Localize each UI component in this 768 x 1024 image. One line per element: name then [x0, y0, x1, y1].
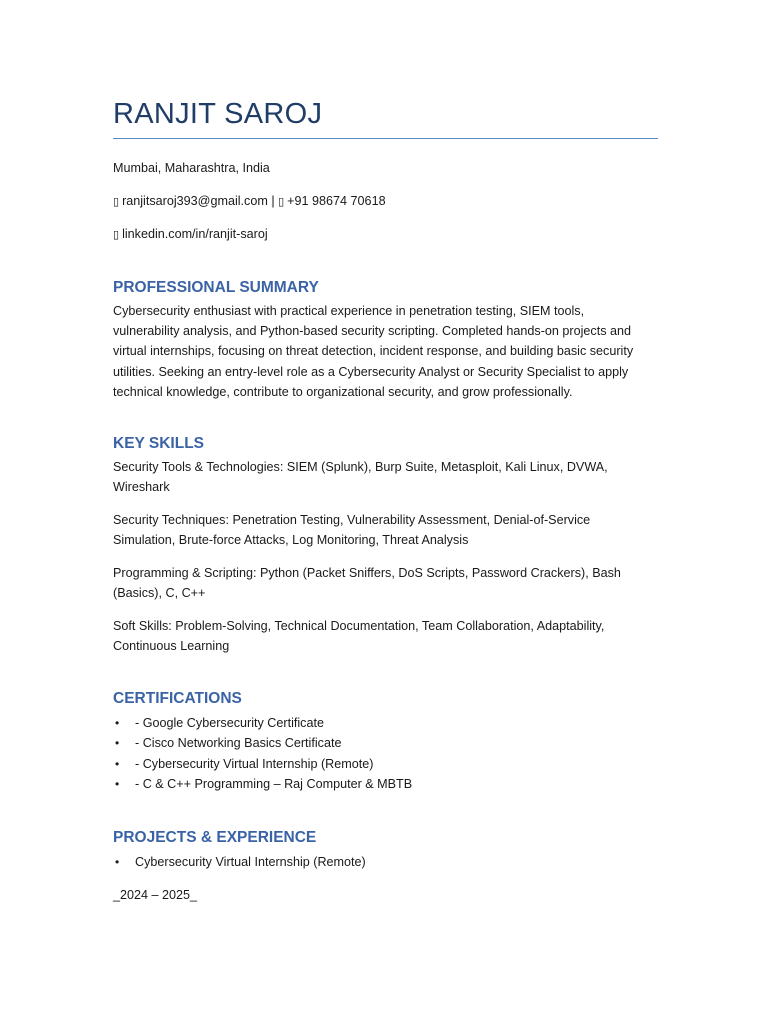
project-title: Cybersecurity Virtual Internship (Remote): [135, 855, 366, 869]
list-item: [113, 733, 412, 753]
certifications-heading: CERTIFICATIONS: [113, 690, 242, 707]
projects-list: [113, 852, 366, 872]
certification-text: - Cisco Networking Basics Certificate: [135, 736, 342, 751]
header-divider: [113, 138, 658, 139]
skill-programming: Programming & Scripting: Python (Packet Sniffers, DoS Scripts, Password Crackers), Bash (Basics), C, C++: [113, 566, 621, 601]
certification-text: - Cybersecurity Virtual Internship (Remote): [135, 756, 374, 771]
candidate-name: RANJIT SAROJ: [113, 98, 323, 130]
resume-page: [113, 96, 658, 902]
phone-text[interactable]: +91 98674 70618: [287, 194, 386, 208]
summary-text: Cybersecurity enthusiast with practical experience in penetration testing, SIEM tools, vulnerability analysis, and Python-based security scripting. Completed hands-on projects and virtual internships, focusing on threat detection, incident response, and building basic security utilities. Seeking an entry-level role as a Cybersecurity Analyst or Security Specialist to apply technical knowledge, contribute to organizational security, and grow professionally.: [113, 304, 634, 399]
location-line: [113, 160, 270, 177]
list-item: [113, 713, 412, 733]
location-text: Mumbai, Maharashtra, India: [113, 161, 270, 175]
list-item: [113, 852, 366, 872]
linkedin-link[interactable]: linkedin.com/in/ranjit-saroj: [122, 227, 268, 241]
bullet-icon: •: [115, 756, 120, 771]
certification-text: - C & C++ Programming – Raj Computer & MBTB: [135, 776, 413, 791]
skill-techniques: Security Techniques: Penetration Testing, Vulnerability Assessment, Denial-of-Service Simulation, Brute-force Attacks, Log Monitoring, Threat Analysis: [113, 513, 591, 548]
projects-heading: PROJECTS & EXPERIENCE: [113, 829, 317, 846]
certifications-list: [113, 713, 412, 794]
email-text[interactable]: ranjitsaroj393@gmail.com |: [122, 194, 279, 208]
bullet-icon: •: [115, 716, 120, 730]
bullet-icon: •: [115, 855, 120, 869]
list-item: [113, 754, 412, 774]
bullet-icon: •: [115, 736, 120, 751]
list-item: [113, 774, 412, 794]
linkedin-icon: ▯: [113, 229, 120, 241]
project-date: _2024 – 2025_: [113, 888, 198, 902]
email-icon: ▯: [113, 196, 120, 208]
linkedin-line: [113, 226, 268, 244]
email-phone-line: [113, 193, 386, 211]
phone-icon: ▯: [278, 196, 285, 208]
skill-tools: Security Tools & Technologies: SIEM (Splunk), Burp Suite, Metasploit, Kali Linux, DVWA, Wireshark: [113, 460, 608, 495]
bullet-icon: •: [115, 776, 120, 791]
certification-text: - Google Cybersecurity Certificate: [135, 716, 324, 730]
skills-heading: KEY SKILLS: [113, 435, 205, 452]
summary-heading: PROFESSIONAL SUMMARY: [113, 279, 319, 296]
skill-soft: Soft Skills: Problem-Solving, Technical Documentation, Team Collaboration, Adaptability, Continuous Learning: [113, 619, 605, 654]
